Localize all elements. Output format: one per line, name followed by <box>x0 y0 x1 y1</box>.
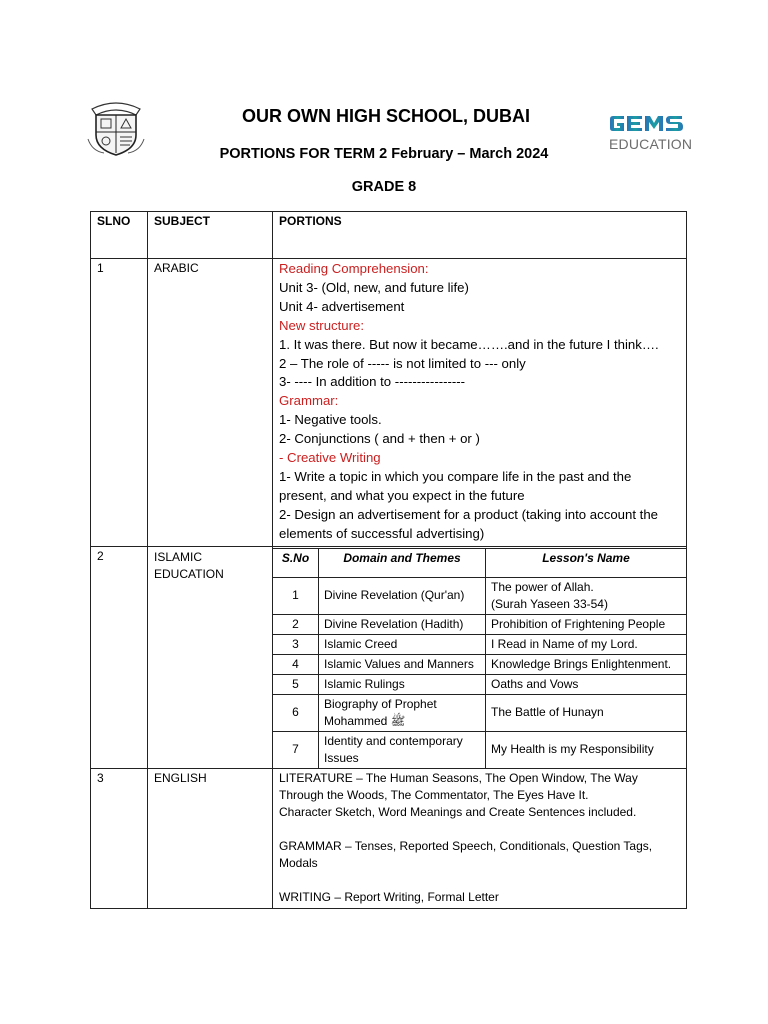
inner-sno: 3 <box>273 634 319 654</box>
inner-domain: Divine Revelation (Hadith) <box>319 614 486 634</box>
inner-row <box>273 614 686 634</box>
inner-header-lesson: Lesson's Name <box>486 548 687 577</box>
inner-row <box>273 634 686 654</box>
arabic-line: Unit 4- advertisement <box>279 298 405 314</box>
inner-lesson: Oaths and Vows <box>486 674 687 694</box>
arabic-line: Grammar: <box>279 393 339 409</box>
islamic-lessons-table <box>273 548 686 768</box>
arabic-portions-cell <box>273 259 687 547</box>
inner-lesson: Knowledge Brings Enlightenment. <box>486 654 687 674</box>
inner-row <box>273 694 686 731</box>
inner-domain: Islamic Values and Manners <box>319 654 486 674</box>
column-header-portions: PORTIONS <box>273 212 687 259</box>
arabic-line: 1- Negative tools. <box>279 412 382 428</box>
column-header-slno: SLNO <box>91 212 148 259</box>
arabic-line: 2- Conjunctions ( and + then + or ) <box>279 431 480 447</box>
english-paragraph: LITERATURE – The Human Seasons, The Open Window, The Way Through the Woods, The Commentator, The Eyes Have It. <box>279 770 638 802</box>
table-header-row <box>91 212 687 259</box>
arabic-line: 1. It was there. But now it became…….and in the future I think…. <box>279 336 659 352</box>
inner-row <box>273 577 686 614</box>
term-title-heading: PORTIONS FOR TERM 2 February – March 2024 <box>219 146 549 162</box>
row-subject: ISLAMIC EDUCATION <box>148 546 273 768</box>
inner-lesson: I Read in Name of my Lord. <box>486 634 687 654</box>
arabic-line: 3- ---- In addition to ---------------- <box>279 374 466 390</box>
inner-sno: 7 <box>273 731 319 768</box>
arabic-line: Unit 3- (Old, new, and future life) <box>279 279 469 295</box>
blank-line <box>279 821 680 838</box>
gems-logo-subtitle: EDUCATION <box>609 136 693 152</box>
table-row-islamic-education <box>91 546 687 768</box>
inner-row <box>273 674 686 694</box>
arabic-line: 2- Design an advertisement for a product (taking into account the elements of successful advertising) <box>279 506 658 541</box>
arabic-line: - Creative Writing <box>279 450 381 466</box>
english-paragraph: GRAMMAR – Tenses, Reported Speech, Conditionals, Question Tags, Modals <box>279 838 653 870</box>
inner-sno: 1 <box>273 577 319 614</box>
inner-domain: Islamic Rulings <box>319 674 486 694</box>
arabic-line: 1- Write a topic in which you compare life in the past and the present, and what you expect in the future <box>279 468 632 503</box>
inner-domain: Islamic Creed <box>319 634 486 654</box>
inner-lesson: The Battle of Hunayn <box>486 694 687 731</box>
grade-heading: GRADE 8 <box>351 179 417 195</box>
inner-lesson: The power of Allah. (Surah Yaseen 33-54) <box>486 577 687 614</box>
school-name-heading: OUR OWN HIGH SCHOOL, DUBAI <box>242 106 530 126</box>
row-subject: ENGLISH <box>148 768 273 908</box>
inner-row <box>273 731 686 768</box>
inner-header-domain: Domain and Themes <box>319 548 486 577</box>
column-header-subject: SUBJECT <box>148 212 273 259</box>
arabic-line: Reading Comprehension: <box>279 261 429 276</box>
islamic-portions-cell <box>273 546 687 768</box>
row-subject: ARABIC <box>148 259 273 547</box>
arabic-line: 2 – The role of ----- is not limited to --- only <box>279 355 526 371</box>
english-paragraph: WRITING – Report Writing, Formal Letter <box>279 889 499 904</box>
english-portions-cell <box>273 768 687 908</box>
arabic-line: New structure: <box>279 317 365 333</box>
inner-row <box>273 654 686 674</box>
table-row-english <box>91 768 687 908</box>
inner-sno: 4 <box>273 654 319 674</box>
inner-sno: 5 <box>273 674 319 694</box>
inner-header-row <box>273 548 686 577</box>
inner-lesson: Prohibition of Frightening People <box>486 614 687 634</box>
inner-header-sno: S.No <box>273 548 319 577</box>
table-row-arabic <box>91 259 687 547</box>
english-paragraph: Character Sketch, Word Meanings and Create Sentences included. <box>279 804 637 819</box>
inner-sno: 6 <box>273 694 319 731</box>
inner-domain: Biography of Prophet Mohammed ﷺ <box>319 694 486 731</box>
row-slno: 1 <box>91 259 148 547</box>
row-slno: 3 <box>91 768 148 908</box>
blank-line <box>279 872 680 889</box>
inner-lesson: My Health is my Responsibility <box>486 731 687 768</box>
portions-table <box>90 211 687 909</box>
inner-sno: 2 <box>273 614 319 634</box>
inner-domain: Identity and contemporary Issues <box>319 731 486 768</box>
inner-domain: Divine Revelation (Qur'an) <box>319 577 486 614</box>
row-slno: 2 <box>91 546 148 768</box>
